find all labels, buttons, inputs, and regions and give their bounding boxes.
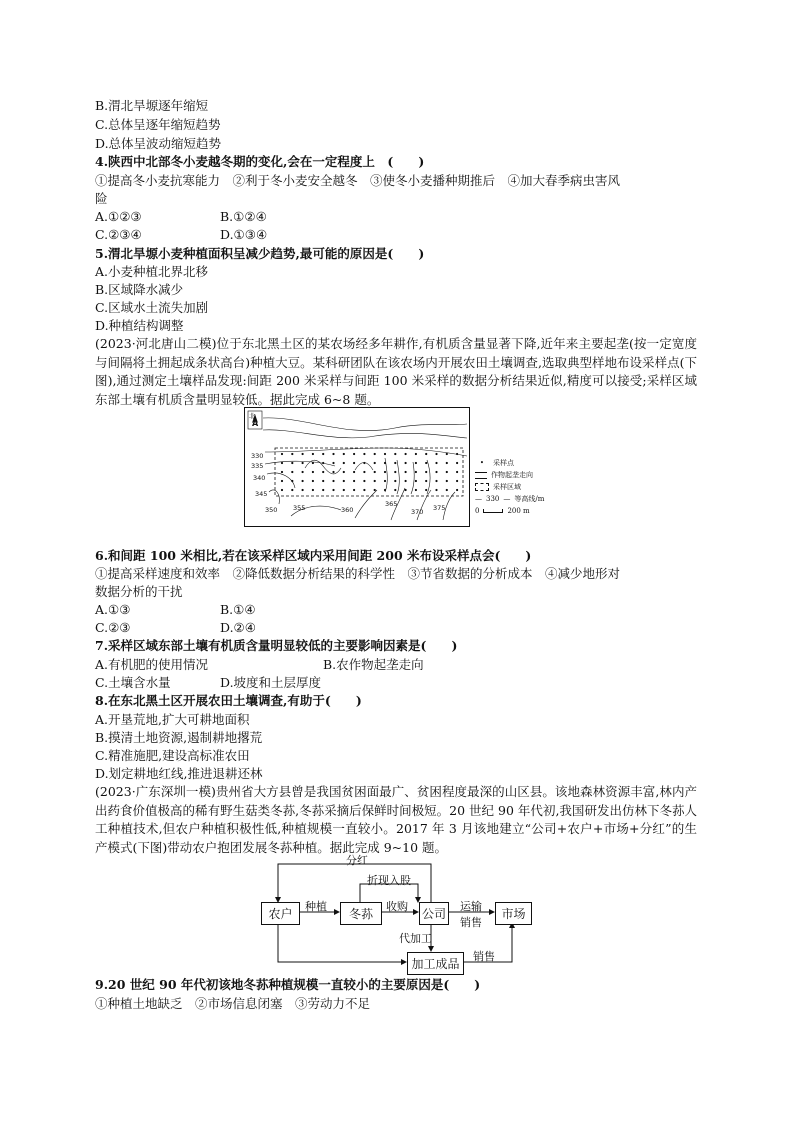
contour-label-335: 335 xyxy=(251,462,264,470)
flow-label-sell-1: 销售 xyxy=(460,916,482,929)
flow-label-purchase: 收购 xyxy=(386,900,408,913)
q8-option-a: A.开垦荒地,扩大可耕地面积 xyxy=(95,712,250,727)
legend-sample-point: 采样点 xyxy=(493,459,514,467)
contour-label-340: 340 xyxy=(253,474,266,482)
contour-label-330: 330 xyxy=(251,452,264,460)
contour-label-350: 350 xyxy=(265,506,278,514)
q6-items: ①提高采样速度和效率 ②降低数据分析结果的科学性 ③节省数据的分析成本 ④减少地形对 xyxy=(95,566,621,581)
q6-items-cont: 数据分析的干扰 xyxy=(95,584,183,599)
q8-option-b: B.摸清土地资源,遏制耕地撂荒 xyxy=(95,730,263,745)
q7-option-b: B.农作物起垄走向 xyxy=(323,657,424,672)
q7-option-d: D.坡度和土层厚度 xyxy=(220,675,322,690)
north-label: 北 xyxy=(249,412,256,420)
q6-option-d: D.②④ xyxy=(220,620,256,635)
map-legend: • 采样点 作物起垄走向 采样区域 — 330 — 等高线/m 0 200 m xyxy=(475,459,545,515)
contour-label-370: 370 xyxy=(411,508,424,516)
q5-option-c: C.区域水土流失加剧 xyxy=(95,300,209,315)
q8-option-d: D.划定耕地红线,推进退耕还林 xyxy=(95,766,263,781)
q3-option-b: B.渭北旱塬逐年缩短 xyxy=(95,98,209,113)
flow-label-plant: 种植 xyxy=(305,900,327,913)
flow-label-sell-2: 销售 xyxy=(473,950,495,963)
q3-option-c: C.总体呈逐年缩短趋势 xyxy=(95,117,221,132)
contour-label-375: 375 xyxy=(433,504,446,512)
flow-node-farmer: 农户 xyxy=(261,902,300,925)
legend-area: 采样区域 xyxy=(493,483,521,491)
legend-contour-value: 330 xyxy=(486,495,500,503)
q9-stem: 9.20 世纪 90 年代初该地冬荪种植规模一直较小的主要原因是( ) xyxy=(95,977,481,992)
legend-scale-zero: 0 xyxy=(475,507,480,515)
q9-items: ①种植土地缺乏 ②市场信息闭塞 ③劳动力不足 xyxy=(95,996,371,1011)
contour-label-355: 355 xyxy=(293,504,306,512)
q3-option-d: D.总体呈波动缩短趋势 xyxy=(95,136,222,151)
flow-label-transport: 运输 xyxy=(460,900,482,913)
q4-stem: 4.陕西中北部冬小麦越冬期的变化,会在一定程度上 ( ) xyxy=(95,154,425,169)
flow-node-dongsun: 冬荪 xyxy=(340,902,382,925)
flow-node-market: 市场 xyxy=(495,902,532,925)
contour-label-360: 360 xyxy=(341,506,354,514)
q7-stem: 7.采样区域东部土壤有机质含量明显较低的主要影响因素是( ) xyxy=(95,638,458,653)
q8-stem: 8.在东北黑土区开展农田土壤调查,有助于( ) xyxy=(95,693,362,708)
q4-items: ①提高冬小麦抗寒能力 ②利于冬小麦安全越冬 ③使冬小麦播种期推后 ④加大春季病虫害风 xyxy=(95,173,621,188)
q7-option-a: A.有机肥的使用情况 xyxy=(95,657,209,672)
q5-option-b: B.区域降水减少 xyxy=(95,282,184,297)
q7-option-c: C.土壤含水量 xyxy=(95,675,171,690)
q8-option-c: C.精准施肥,建设高标准农田 xyxy=(95,748,250,763)
flow-label-process: 代加工 xyxy=(399,932,432,945)
q5-option-a: A.小麦种植北界北移 xyxy=(95,264,209,279)
contour-label-365: 365 xyxy=(385,500,398,508)
flow-node-processed: 加工成品 xyxy=(407,952,464,975)
legend-contour: 等高线/m xyxy=(514,495,545,503)
flow-label-dividend: 分红 xyxy=(346,854,368,867)
q6-option-a: A.①③ xyxy=(95,602,131,617)
legend-scale-length: 200 m xyxy=(507,507,530,515)
q4-option-b: B.①②④ xyxy=(220,209,267,224)
q5-stem: 5.渭北旱塬小麦种植面积呈减少趋势,最可能的原因是( ) xyxy=(95,246,425,261)
q6-stem: 6.和间距 100 米相比,若在该采样区域内采用间距 200 米布设采样点会( ) xyxy=(95,548,532,563)
passage-soil-survey: (2023·河北唐山二模)位于东北黑土区的某农场经多年耕作,有机质含量显著下降,近年来主要起垄(按一定宽度与间隔将土拥起成条状高台)种植大豆。某科研团队在该农场内开展农田土壤调查,选取典型样地布设采样点(下图),通过测定土壤样品发现:间距 200 米采样与间距 100 米采样的数据分析结果近似,精度可以接受;采样区域东部土壤有机质含量明显较低。据此完成 6~8 题。 xyxy=(95,336,697,407)
flow-node-company: 公司 xyxy=(419,902,449,925)
north-arrow-label: A xyxy=(252,419,259,428)
q4-option-c: C.②③④ xyxy=(95,227,142,242)
flow-label-shares: 折现入股 xyxy=(367,874,411,887)
q5-option-d: D.种植结构调整 xyxy=(95,318,184,333)
q4-items-cont: 险 xyxy=(95,191,108,206)
legend-ridge: 作物起垄走向 xyxy=(491,471,533,479)
q4-option-d: D.①③④ xyxy=(220,227,268,242)
q6-option-b: B.①④ xyxy=(220,602,256,617)
q4-option-a: A.①②③ xyxy=(95,209,142,224)
q6-option-c: C.②③ xyxy=(95,620,131,635)
passage-dongsun: (2023·广东深圳一模)贵州省大方县曾是我国贫困面最广、贫困程度最深的山区县。该地森林资源丰富,林内产出药食价值极高的稀有野生菇类冬荪,冬荪采摘后保鲜时间极短。20 世纪 90 年代初,我国研发出仿林下冬荪人工种植技术,但农户种植积极性低,种植规模一直较小。2017 年 3 月该地建立“公司+农户+市场+分红”的生产模式(下图)带动农户抱团发展冬荪种植。据此完成 9~10 题。 xyxy=(95,784,697,855)
contour-label-345: 345 xyxy=(255,490,268,498)
